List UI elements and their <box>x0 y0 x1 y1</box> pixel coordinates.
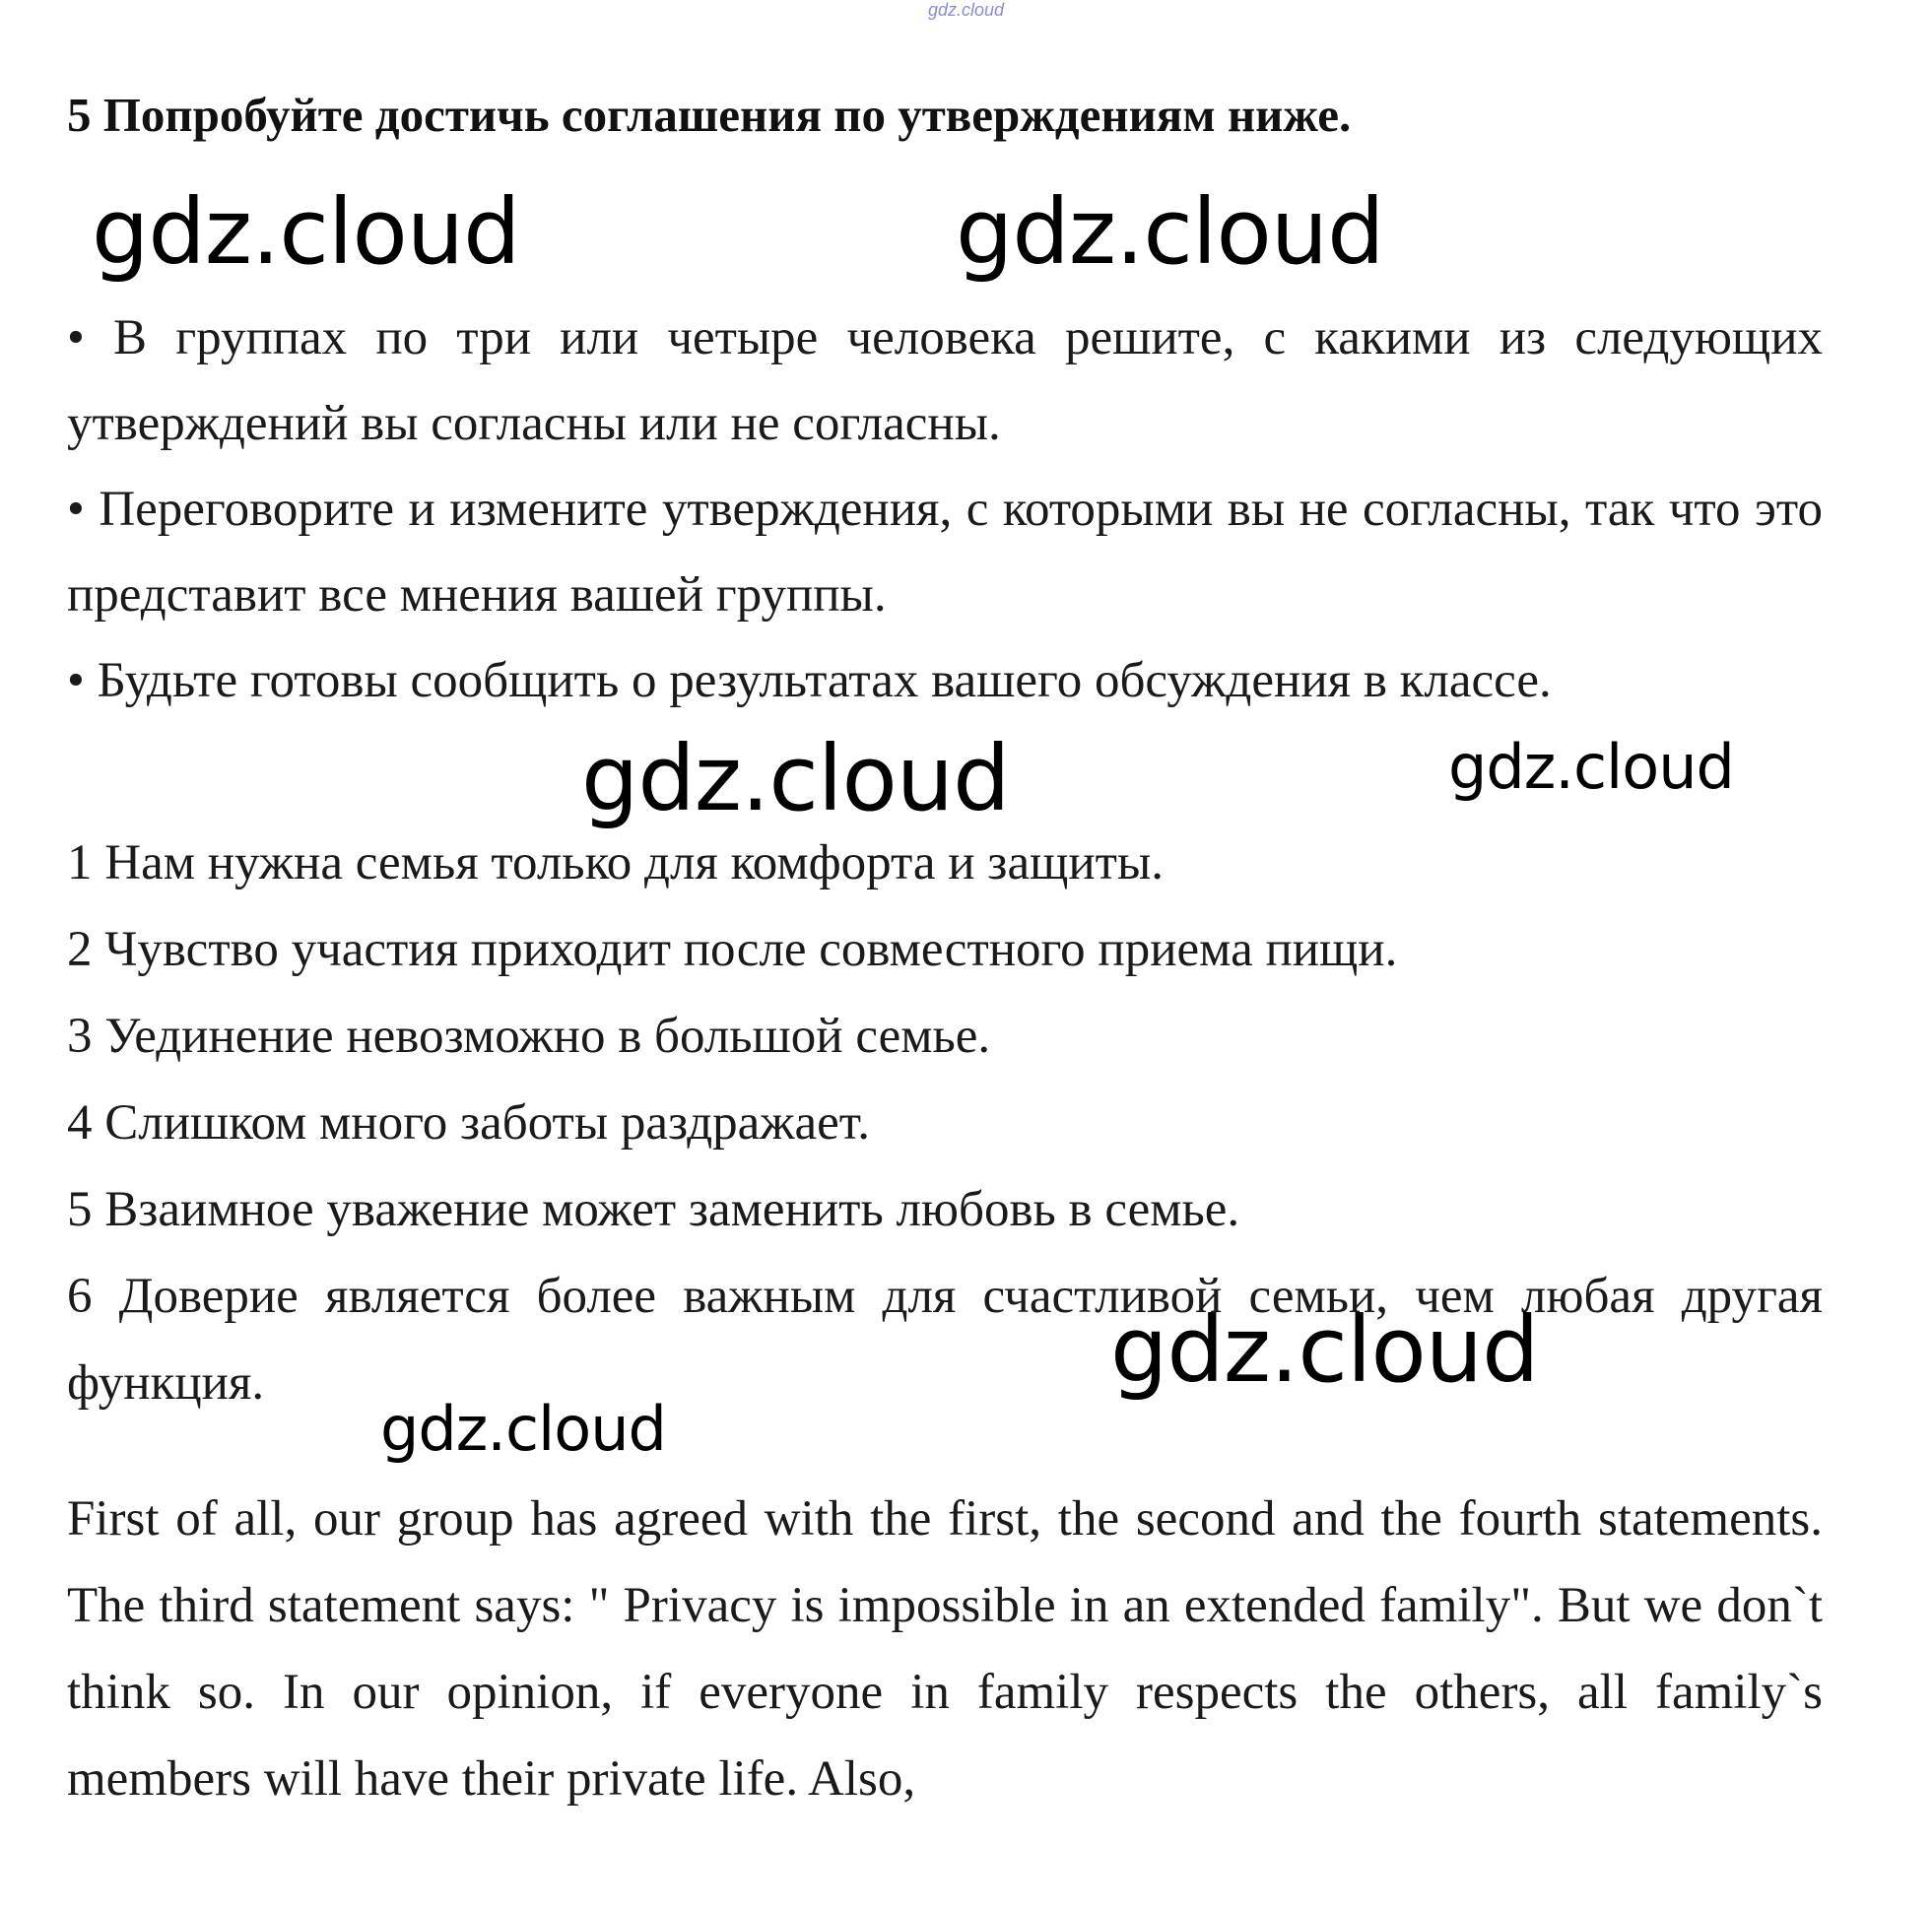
statement-item: 3 Уединение невозможно в большой семье. <box>67 1009 991 1064</box>
answer-text: First of all, our group has agreed with the first, the second and the fourth statements. The third statement says: " Privacy is impossible in an extended family". But we don`t think so. In our opinion, if everyone in family respects the others, all family`s members will have their private life. Also, <box>67 1491 1823 1807</box>
instruction-item: • Переговорите и измените утверждения, с которыми вы не согласны, так что это представит все мнения вашей группы. <box>67 482 1823 623</box>
statement-item: 4 Слишком много заботы раздражает. <box>67 1095 871 1151</box>
instructions-list <box>67 296 1823 724</box>
statement-item: 6 Доверие является более важным для счастливой семьи, чем любая другая функция. <box>67 1269 1823 1411</box>
watermark: gdz.cloud <box>581 726 1010 831</box>
watermark: gdz.cloud <box>380 1393 666 1465</box>
watermark: gdz.cloud <box>1448 731 1734 803</box>
instruction-item: • Будьте готовы сообщить о результатах вашего обсуждения в классе. <box>67 653 1552 708</box>
header-watermark: gdz.cloud <box>927 0 1005 20</box>
answer-block <box>67 1476 1823 1822</box>
watermark: gdz.cloud <box>956 179 1384 285</box>
statements-list <box>67 820 1823 1426</box>
statement-item: 1 Нам нужна семья только для комфорта и защиты. <box>67 835 1164 890</box>
task-heading: 5 Попробуйте достичь соглашения по утверждениям ниже. <box>67 88 1352 142</box>
watermark: gdz.cloud <box>1110 1297 1539 1403</box>
statement-item: 5 Взаимное уважение может заменить любовь в семье. <box>67 1182 1240 1237</box>
task-header <box>67 88 1823 142</box>
instruction-item: • В группах по три или четыре человека решите, с какими из следующих утверждений вы согласны или не согласны. <box>67 310 1823 451</box>
statement-item: 2 Чувство участия приходит после совместного приема пищи. <box>67 922 1398 977</box>
watermark: gdz.cloud <box>92 179 520 285</box>
